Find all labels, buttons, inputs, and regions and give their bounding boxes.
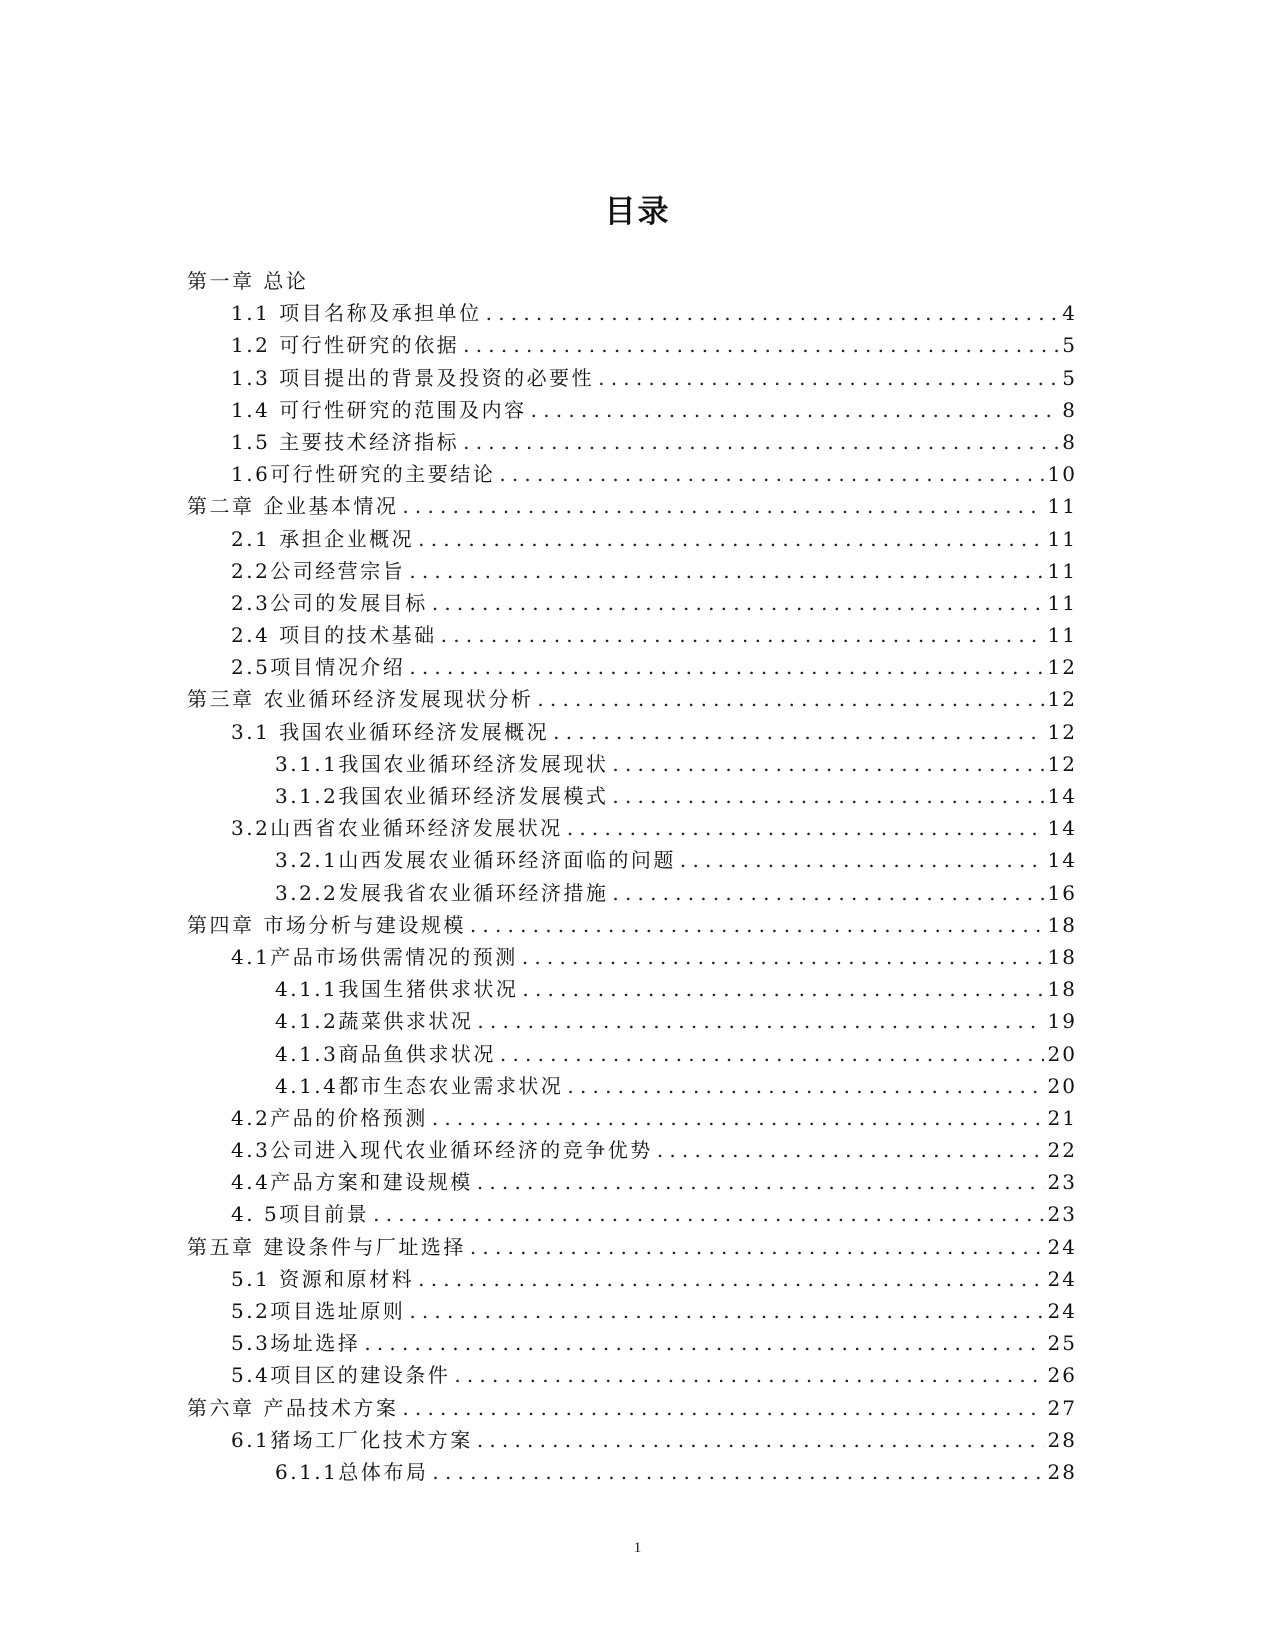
toc-entry-page-number: 14	[1047, 784, 1077, 808]
toc-section-entry[interactable]	[187, 716, 1077, 748]
toc-entry-title: 1.6可行性研究的主要结论	[231, 462, 496, 487]
toc-entry-title: 1.4 可行性研究的范围及内容	[231, 397, 527, 422]
toc-dot-leader	[418, 523, 1043, 555]
toc-entry-title: 第四章 市场分析与建设规模	[187, 912, 466, 937]
toc-entry-page-number: 11	[1047, 526, 1077, 551]
toc-entry-title: 2.5项目情况介绍	[231, 655, 406, 680]
toc-entry-page-number: 16	[1047, 880, 1077, 905]
toc-entry-title: 3.1.1我国农业循环经济发展现状	[275, 751, 609, 776]
toc-section-entry[interactable]	[187, 1198, 1077, 1230]
toc-entry-title: 4.4产品方案和建设规模	[231, 1170, 473, 1195]
toc-section-entry[interactable]	[187, 1005, 1077, 1037]
toc-dot-leader	[499, 458, 1043, 490]
toc-chapter-entry[interactable]	[187, 265, 1077, 297]
toc-chapter-entry[interactable]	[187, 683, 1077, 715]
toc-entry-page-number: 24	[1047, 1266, 1077, 1291]
toc-entry-page-number: 21	[1047, 1105, 1077, 1130]
toc-entry-page-number: 18	[1047, 912, 1077, 937]
toc-section-entry[interactable]	[187, 329, 1077, 361]
toc-entry-page-number: 26	[1047, 1363, 1077, 1388]
toc-section-entry[interactable]	[187, 555, 1077, 587]
toc-section-entry[interactable]	[187, 877, 1077, 909]
toc-section-entry[interactable]	[187, 523, 1077, 555]
toc-dot-leader	[567, 1070, 1043, 1102]
toc-dot-leader	[598, 362, 1058, 394]
toc-section-entry[interactable]	[187, 297, 1077, 329]
toc-entry-page-number: 12	[1047, 687, 1077, 712]
toc-entry-title: 1.1 项目名称及承担单位	[231, 301, 482, 326]
toc-dot-leader	[531, 394, 1059, 426]
toc-entry-page-number: 8	[1062, 429, 1077, 454]
toc-dot-leader	[500, 1038, 1044, 1070]
toc-entry-page-number: 12	[1047, 655, 1077, 680]
toc-entry-page-number: 12	[1047, 719, 1077, 744]
toc-chapter-entry[interactable]	[187, 909, 1077, 941]
toc-entry-title: 第六章 产品技术方案	[187, 1395, 399, 1420]
toc-section-entry[interactable]	[187, 1327, 1077, 1359]
toc-entry-page-number: 11	[1047, 494, 1077, 519]
toc-entry-title: 第二章 企业基本情况	[187, 494, 399, 519]
toc-entry-title: 4.1.3商品鱼供求状况	[275, 1041, 496, 1066]
toc-entry-page-number: 20	[1047, 1041, 1077, 1066]
toc-entry-title: 1.5 主要技术经济指标	[231, 429, 460, 454]
toc-section-entry[interactable]	[187, 1070, 1077, 1102]
toc-entry-page-number: 8	[1062, 397, 1077, 422]
toc-dot-leader	[470, 909, 1044, 941]
toc-entry-page-number: 27	[1047, 1395, 1077, 1420]
toc-entry-title: 4.1.4都市生态农业需求状况	[275, 1073, 564, 1098]
toc-dot-leader	[463, 329, 1058, 361]
toc-entry-title: 6.1猪场工厂化技术方案	[231, 1427, 473, 1452]
toc-entry-page-number: 5	[1062, 333, 1077, 358]
toc-dot-leader	[441, 619, 1044, 651]
toc-dot-leader	[454, 1359, 1043, 1391]
toc-dot-leader	[522, 941, 1044, 973]
toc-section-entry[interactable]	[187, 1359, 1077, 1391]
toc-entry-title: 5.4项目区的建设条件	[231, 1363, 451, 1388]
toc-entry-title: 4. 5项目前景	[231, 1202, 370, 1227]
toc-dot-leader	[680, 844, 1044, 876]
toc-dot-leader	[432, 1456, 1043, 1488]
toc-entry-page-number: 10	[1047, 462, 1077, 487]
toc-section-entry[interactable]	[187, 362, 1077, 394]
toc-dot-leader	[409, 1295, 1043, 1327]
toc-chapter-entry[interactable]	[187, 1231, 1077, 1263]
toc-entry-page-number: 14	[1047, 848, 1077, 873]
toc-entry-title: 5.3场址选择	[231, 1331, 361, 1356]
toc-entry-title: 第三章 农业循环经济发展现状分析	[187, 687, 534, 712]
toc-entry-title: 3.2山西省农业循环经济发展状况	[231, 816, 563, 841]
toc-entry-page-number: 22	[1047, 1138, 1077, 1163]
toc-dot-leader	[486, 297, 1059, 329]
toc-entry-title: 3.2.2发展我省农业循环经济措施	[275, 880, 609, 905]
toc-entry-page-number: 12	[1047, 751, 1077, 776]
toc-entry-page-number: 28	[1047, 1427, 1077, 1452]
toc-dot-leader	[418, 1263, 1043, 1295]
toc-entry-page-number: 23	[1047, 1170, 1077, 1195]
toc-entry-title: 1.3 项目提出的背景及投资的必要性	[231, 365, 595, 390]
toc-entry-page-number: 25	[1047, 1331, 1077, 1356]
toc-entry-title: 4.2产品的价格预测	[231, 1105, 428, 1130]
toc-entry-page-number: 23	[1047, 1202, 1077, 1227]
toc-entry-title: 第五章 建设条件与厂址选择	[187, 1234, 466, 1259]
toc-entry-page-number: 4	[1062, 301, 1077, 326]
toc-entry-page-number: 19	[1047, 1009, 1077, 1034]
toc-section-entry[interactable]	[187, 1456, 1077, 1488]
toc-dot-leader	[409, 555, 1043, 587]
toc-dot-leader	[373, 1198, 1043, 1230]
toc-section-entry[interactable]	[187, 619, 1077, 651]
toc-entry-title: 3.1.2我国农业循环经济发展模式	[275, 784, 609, 808]
toc-dot-leader	[553, 716, 1043, 748]
toc-dot-leader	[612, 780, 1043, 812]
toc-entry-title: 5.1 资源和原材料	[231, 1266, 415, 1291]
toc-entry-title: 第一章 总论	[187, 269, 309, 293]
toc-section-entry[interactable]	[187, 748, 1077, 780]
toc-entry-title: 1.2 可行性研究的依据	[231, 333, 460, 358]
toc-entry-page-number: 18	[1047, 977, 1077, 1002]
toc-section-entry[interactable]	[187, 587, 1077, 619]
toc-dot-leader	[470, 1231, 1044, 1263]
toc-entry-title: 2.3公司的发展目标	[231, 590, 428, 615]
toc-dot-leader	[402, 490, 1043, 522]
toc-entry-title: 2.4 项目的技术基础	[231, 623, 437, 648]
toc-entry-title: 2.2公司经营宗旨	[231, 558, 406, 583]
toc-entry-title: 6.1.1总体布局	[275, 1459, 429, 1484]
toc-section-entry[interactable]	[187, 651, 1077, 683]
toc-entry-title: 4.1.2蔬菜供求状况	[275, 1009, 474, 1034]
toc-dot-leader	[567, 812, 1044, 844]
toc-entry-page-number: 24	[1047, 1234, 1077, 1259]
toc-section-entry[interactable]	[187, 812, 1077, 844]
toc-section-entry[interactable]	[187, 394, 1077, 426]
toc-section-entry[interactable]	[187, 1424, 1077, 1456]
toc-section-entry[interactable]	[187, 1263, 1077, 1295]
toc-dot-leader	[477, 1005, 1043, 1037]
toc-entry-title: 4.3公司进入现代农业循环经济的竞争优势	[231, 1138, 653, 1163]
toc-section-entry[interactable]	[187, 941, 1077, 973]
toc-section-entry[interactable]	[187, 458, 1077, 490]
toc-entry-title: 2.1 承担企业概况	[231, 526, 415, 551]
toc-dot-leader	[409, 651, 1043, 683]
toc-entry-page-number: 5	[1062, 365, 1077, 390]
toc-section-entry[interactable]	[187, 1166, 1077, 1198]
toc-section-entry[interactable]	[187, 1134, 1077, 1166]
page-title: 目录	[604, 194, 671, 230]
table-of-contents	[187, 265, 1077, 1488]
toc-dot-leader	[477, 1166, 1044, 1198]
toc-section-entry[interactable]	[187, 973, 1077, 1005]
toc-section-entry[interactable]	[187, 1295, 1077, 1327]
toc-dot-leader	[522, 973, 1043, 1005]
toc-entry-title: 5.2项目选址原则	[231, 1299, 406, 1323]
toc-dot-leader	[432, 1102, 1044, 1134]
toc-entry-page-number: 14	[1047, 816, 1077, 841]
toc-dot-leader	[537, 683, 1043, 715]
toc-chapter-entry[interactable]	[187, 490, 1077, 522]
toc-dot-leader	[463, 426, 1058, 458]
toc-entry-title: 3.2.1山西发展农业循环经济面临的问题	[275, 848, 676, 873]
toc-dot-leader	[477, 1424, 1044, 1456]
toc-entry-page-number: 11	[1047, 558, 1077, 583]
toc-entry-page-number: 28	[1047, 1459, 1077, 1484]
toc-entry-page-number: 11	[1047, 590, 1077, 615]
toc-section-entry[interactable]	[187, 426, 1077, 458]
toc-dot-leader	[657, 1134, 1044, 1166]
toc-entry-title: 4.1.1我国生猪供求状况	[275, 977, 519, 1002]
toc-section-entry[interactable]	[187, 844, 1077, 876]
toc-entry-page-number: 20	[1047, 1073, 1077, 1098]
toc-dot-leader	[612, 748, 1043, 780]
toc-entry-page-number: 18	[1047, 944, 1077, 969]
toc-dot-leader	[612, 877, 1043, 909]
toc-entry-title: 4.1产品市场供需情况的预测	[231, 944, 518, 969]
toc-section-entry[interactable]	[187, 1102, 1077, 1134]
toc-dot-leader	[364, 1327, 1043, 1359]
toc-section-entry[interactable]	[187, 1038, 1077, 1070]
toc-chapter-entry[interactable]	[187, 1392, 1077, 1424]
toc-entry-page-number: 24	[1047, 1299, 1077, 1323]
toc-section-entry[interactable]	[187, 780, 1077, 812]
page-number: 1	[633, 1540, 642, 1556]
toc-dot-leader	[402, 1392, 1043, 1424]
toc-dot-leader	[432, 587, 1044, 619]
toc-entry-title: 3.1 我国农业循环经济发展概况	[231, 719, 550, 744]
toc-entry-page-number: 11	[1047, 623, 1077, 648]
